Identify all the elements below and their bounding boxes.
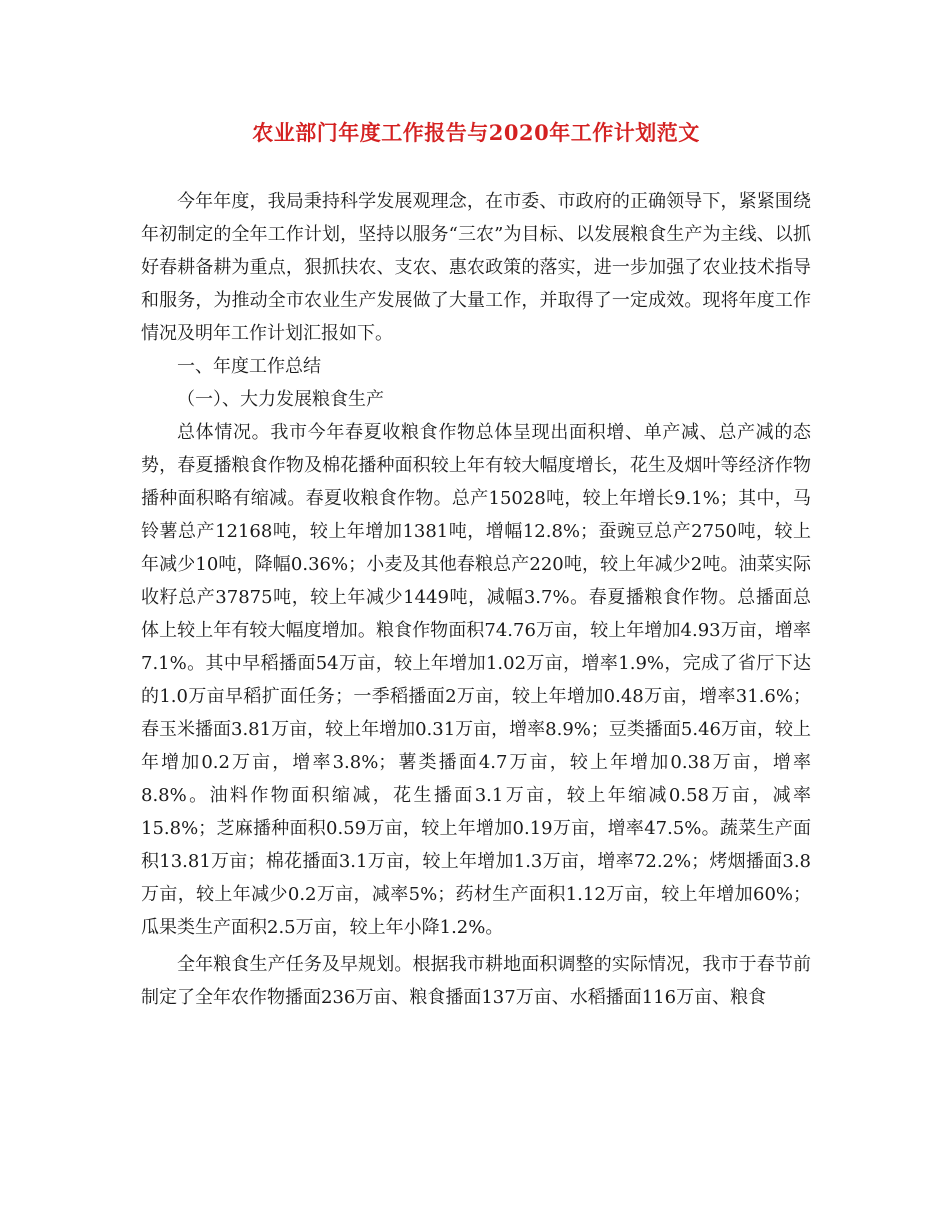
subsection-heading: （一）、大力发展粮食生产: [177, 389, 384, 410]
document-page: [141, 118, 811, 1014]
overall-paragraph: 总体情况。我市今年春夏收粮食作物总体呈现出面积增、单产减、总产减的态势，春夏播粮食作物及棉花播种面积较上年有较大幅度增长，花生及烟叶等经济作物播种面积略有缩减。春夏收粮食作物。总产15028吨，较上年增长9.1%；其中，马铃薯总产12168吨，较上年增加1381吨，增幅12.8%；蚕豌豆总产2750吨，较上年减少10吨，降幅0.36%；小麦及其他春粮总产220吨，较上年减少2吨。油菜实际收籽总产37875吨，较上年减少1449吨，减幅3.7%。春夏播粮食作物。总播面总体上较上年有较大幅度增加。粮食作物面积74.76万亩，较上年增加4.93万亩，增率7.1%。其中早稻播面54万亩，较上年增加1.02万亩，增率1.9%，完成了省厅下达的1.0万亩早稻扩面任务；一季稻播面2万亩，较上年增加0.48万亩，增率31.6%；春玉米播面3.81万亩，较上年增加0.31万亩，增率8.9%；豆类播面5.46万亩，较上年增加0.2万亩，增率3.8%；薯类播面4.7万亩，较上年增加0.38万亩，增率8.8%。油料作物面积缩减，花生播面3.1万亩，较上年缩减0.58万亩，减率15.8%；芝麻播种面积0.59万亩，较上年增加0.19万亩，增率47.5%。蔬菜生产面积13.81万亩；棉花播面3.1万亩，较上年增加1.3万亩，增率72.2%；烤烟播面3.8万亩，较上年减少0.2万亩，减率5%；药材生产面积1.12万亩，较上年增加60%；瓜果类生产面积2.5万亩，较上年小降1.2%。: [141, 422, 811, 938]
plan-paragraph: 全年粮食生产任务及早规划。根据我市耕地面积调整的实际情况，我市于春节前制定了全年农作物播面236万亩、粮食播面137万亩、水稻播面116万亩、粮食: [141, 954, 811, 1008]
intro-paragraph: 今年年度，我局秉持科学发展观理念，在市委、市政府的正确领导下，紧紧围绕年初制定的全年工作计划，坚持以服务“三农”为目标、以发展粮食生产为主线、以抓好春耕备耕为重点，狠抓扶农、支农、惠农政策的落实，进一步加强了农业技术指导和服务，为推动全市农业生产发展做了大量工作，并取得了一定成效。现将年度工作情况及明年工作计划汇报如下。: [141, 191, 811, 344]
document-title: 农业部门年度工作报告与2020年工作计划范文: [252, 120, 700, 145]
section-heading: 一、年度工作总结: [177, 356, 321, 377]
